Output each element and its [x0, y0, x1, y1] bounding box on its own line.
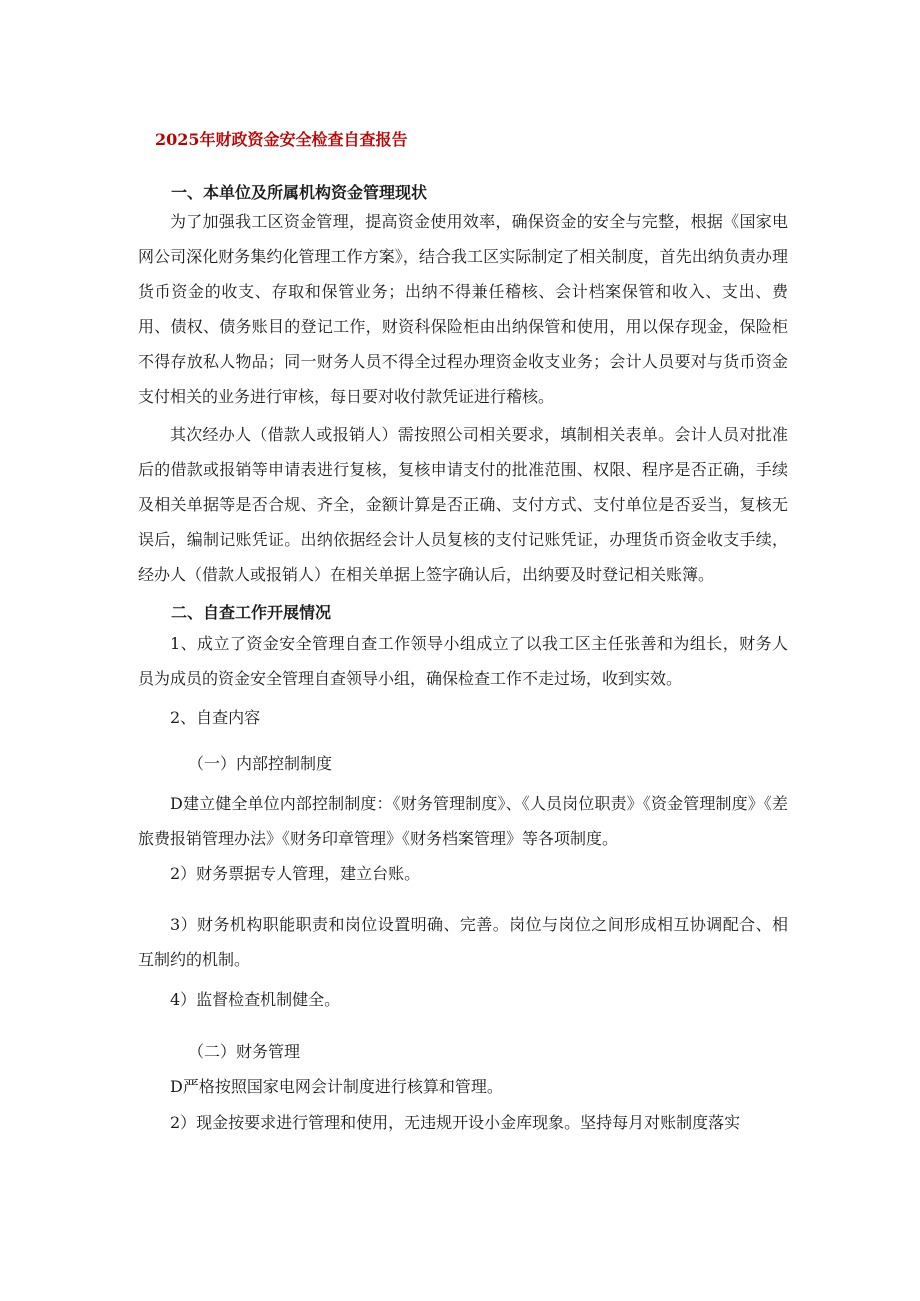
subsection-heading-financial-management: （二）财务管理	[188, 1042, 301, 1061]
paragraph-organization-duties: 3）财务机构职能职责和岗位设置明确、完善。岗位与岗位之间形成相互协调配合、相互制约的机制。	[138, 915, 788, 969]
section-heading-2: 二、自查工作开展情况	[171, 603, 332, 622]
document-title: 2025年财政资金安全检查自查报告	[155, 130, 408, 149]
paragraph-reimbursement-process: 其次经办人（借款人或报销人）需按照公司相关要求，填制相关表单。会计人员对批准后的借款或报销等申请表进行复核，复核申请支付的批准范围、权限、程序是否正确，手续及相关单据等是否合规、齐全，金额计算是否正确、支付方式、支付单位是否妥当，复核无误后，编制记账凭证。出纳依据经会计人员复核的支付记账凭证，办理货币资金收支手续，经办人（借款人或报销人）在相关单据上签字确认后，出纳要及时登记相关账簿。	[138, 425, 788, 584]
paragraph-internal-control-rules: D建立健全单位内部控制制度：《财务管理制度》、《人员岗位职责》《资金管理制度》《差旅费报销管理办法》《财务印章管理》《财务档案管理》等各项制度。	[138, 794, 788, 848]
self-check-content-label: 2、自查内容	[170, 708, 261, 727]
list-item-supervision: 4）监督检查机制健全。	[170, 990, 341, 1009]
paragraph-fund-management-status: 为了加强我工区资金管理，提高资金使用效率，确保资金的安全与完整，根据《国家电网公司深化财务集约化管理工作方案》，结合我工区实际制定了相关制度，首先出纳负责办理货币资金的收支、存取和保管业务；出纳不得兼任稽核、会计档案保管和收入、支出、费用、债权、债务账目的登记工作，财资科保险柜由出纳保管和使用，用以保存现金，保险柜不得存放私人物品；同一财务人员不得全过程办理资金收支业务；会计人员要对与货币资金支付相关的业务进行审核，每日要对收付款凭证进行稽核。	[138, 212, 788, 406]
list-item-accounting-rules: D严格按照国家电网会计制度进行核算和管理。	[170, 1077, 503, 1096]
section-heading-1: 一、本单位及所属机构资金管理现状	[171, 183, 428, 202]
paragraph-self-check-group: 1、成立了资金安全管理自查工作领导小组成立了以我工区主任张善和为组长，财务人员为成员的资金安全管理自查领导小组，确保检查工作不走过场，收到实效。	[138, 634, 788, 688]
list-item-bill-management: 2）财务票据专人管理，建立台账。	[170, 864, 421, 883]
list-item-cash-management: 2）现金按要求进行管理和使用，无违规开设小金库现象。坚持每月对账制度落实	[170, 1113, 741, 1132]
subsection-heading-internal-control: （一）内部控制制度	[188, 754, 333, 773]
